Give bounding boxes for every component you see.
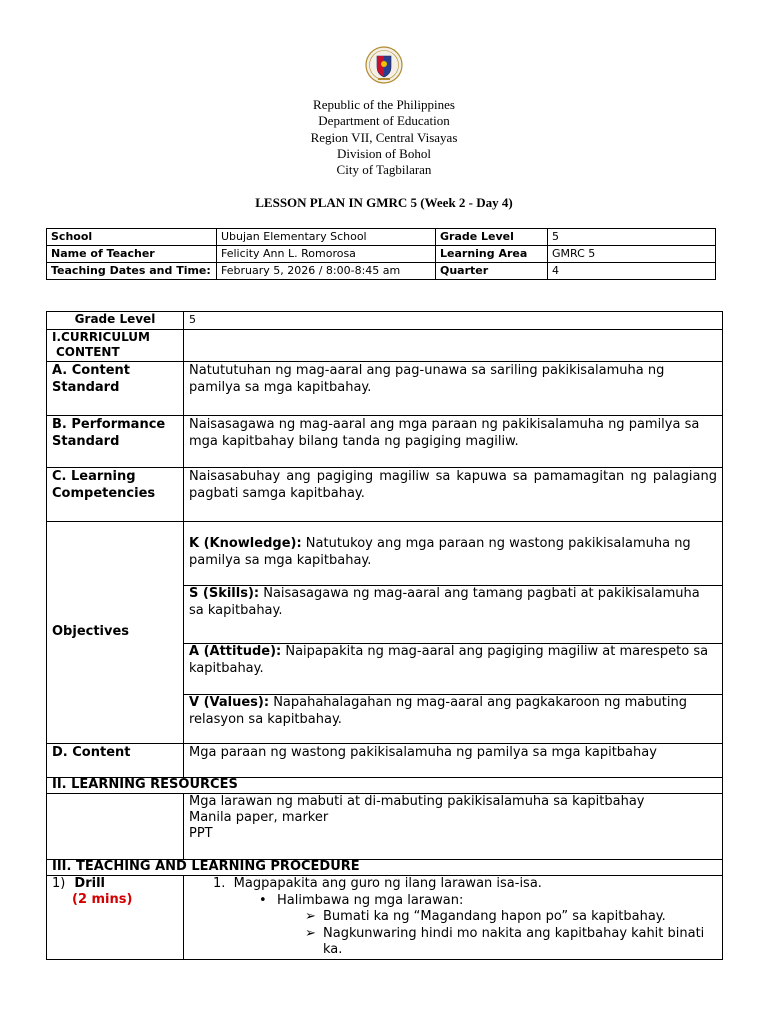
lesson-plan-title: LESSON PLAN IN GMRC 5 (Week 2 - Day 4) — [255, 195, 513, 210]
performance-standard-text: Naisasagawa ng mag-aaral ang mga paraan ng pakikisalamuha ng pamilya sa mga kapitbahay bilang tanda ng pagiging magiliw. — [184, 416, 723, 468]
drill-number: 1) — [52, 876, 66, 891]
d-content-label: D. Content — [47, 744, 184, 778]
objectives-row — [47, 522, 723, 744]
dates-value: February 5, 2026 / 8:00-8:45 am — [217, 263, 436, 280]
procedure-heading: III. TEACHING AND LEARNING PROCEDURE — [47, 860, 723, 876]
header-city: City of Tagbilaran — [336, 162, 432, 178]
school-label: School — [47, 229, 217, 246]
d-content-text: Mga paraan ng wastong pakikisalamuha ng pamilya sa mga kapitbahay — [184, 744, 723, 778]
quarter-label: Quarter — [436, 263, 548, 280]
objectives-cell — [184, 522, 723, 744]
objective-knowledge — [184, 522, 722, 586]
document-header — [0, 97, 768, 178]
competencies-label: C. Learning Competencies — [47, 468, 184, 522]
values-text: Napahahalagahan ng mag-aaral ang pagkakaroon ng mabuting relasyon sa kapitbahay. — [189, 695, 687, 727]
content-standard-label: A. Content Standard — [47, 362, 184, 416]
info-row — [47, 246, 716, 263]
resource-item: Mga larawan ng mabuti at di-mabuting pakikisalamuha sa kapitbahay — [189, 794, 645, 809]
objective-values — [184, 695, 722, 743]
drill-step-text: Magpapakita ang guro ng ilang larawan isa-isa. — [233, 876, 542, 891]
knowledge-text: Natutukoy ang mga paraan ng wastong pakikisalamuha ng pamilya sa mga kapitbahay. — [189, 536, 691, 568]
resources-list — [184, 794, 723, 860]
drill-step — [189, 876, 717, 893]
grade-row — [47, 312, 723, 330]
curriculum-content-label — [47, 330, 184, 362]
drill-example — [207, 926, 717, 959]
header-division: Division of Bohol — [337, 145, 431, 161]
learning-area-label: Learning Area — [436, 246, 548, 263]
plan-grade-label: Grade Level — [47, 312, 184, 330]
knowledge-label: K (Knowledge): — [189, 536, 302, 551]
objectives-label: Objectives — [47, 522, 184, 744]
values-label: V (Values): — [189, 695, 270, 710]
curriculum-row — [47, 330, 723, 362]
drill-example — [207, 909, 717, 926]
procedure-heading-row — [47, 860, 723, 876]
plan-grade-value: 5 — [184, 312, 723, 330]
arrow-bullet-icon: ➢ — [305, 925, 316, 941]
grade-level-label: Grade Level — [436, 229, 548, 246]
drill-example-text: Nagkunwaring hindi mo nakita ang kapitbahay kahit binati ka. — [323, 925, 705, 957]
curriculum-label-line1: I.CURRICULUM — [52, 330, 150, 344]
curriculum-label-line2: CONTENT — [56, 345, 120, 359]
arrow-bullet-icon: ➢ — [305, 909, 316, 924]
d-content-row — [47, 744, 723, 778]
drill-row — [47, 876, 723, 960]
skills-label: S (Skills): — [189, 586, 260, 601]
attitude-text: Naipapakita ng mag-aaral ang pagiging magiliw at marespeto sa kapitbahay. — [189, 644, 709, 676]
resources-heading: II. LEARNING RESOURCES — [47, 778, 723, 794]
objective-skills — [184, 586, 722, 644]
learning-area-value: GMRC 5 — [548, 246, 716, 263]
resource-item: Manila paper, marker — [189, 810, 329, 825]
school-value: Ubujan Elementary School — [217, 229, 436, 246]
resources-label-cell — [47, 794, 184, 860]
attitude-label: A (Attitude): — [189, 644, 282, 659]
content-standard-row — [47, 362, 723, 416]
header-republic: Republic of the Philippines — [313, 97, 455, 112]
drill-step-number: 1. — [213, 876, 226, 891]
performance-standard-label: B. Performance Standard — [47, 416, 184, 468]
resource-item: PPT — [189, 826, 213, 841]
drill-example-text: Bumati ka ng “Magandang hapon po” sa kapitbahay. — [323, 909, 666, 924]
drill-heading — [52, 876, 178, 892]
teacher-label: Name of Teacher — [47, 246, 217, 263]
curriculum-content-cell — [184, 330, 723, 362]
competencies-row — [47, 468, 723, 522]
skills-text: Naisasagawa ng mag-aaral ang tamang pagbati at pakikisalamuha sa kapitbahay. — [189, 586, 700, 618]
performance-standard-row — [47, 416, 723, 468]
bullet-icon: • — [259, 892, 267, 908]
drill-sub-item — [189, 893, 717, 910]
quarter-value: 4 — [548, 263, 716, 280]
objective-attitude — [184, 644, 722, 695]
resources-row — [47, 794, 723, 860]
drill-time: (2 mins) — [72, 892, 133, 907]
drill-content — [184, 876, 723, 960]
resources-heading-row — [47, 778, 723, 794]
lesson-info-table — [46, 228, 716, 280]
competencies-text: Naisasabuhay ang pagiging magiliw sa kapuwa sa pamamagitan ng palagiang pagbati samga kapitbahay. — [184, 468, 723, 522]
header-region: Region VII, Central Visayas — [310, 129, 458, 145]
teacher-value: Felicity Ann L. Romorosa — [217, 246, 436, 263]
drill-sub-text: Halimbawa ng mga larawan: — [277, 892, 464, 908]
info-row — [47, 229, 716, 246]
drill-label-cell — [47, 876, 184, 960]
info-row — [47, 263, 716, 280]
drill-label: Drill — [74, 876, 105, 891]
lesson-plan-table — [46, 311, 723, 960]
dates-label: Teaching Dates and Time: — [47, 263, 217, 280]
deped-seal-logo — [365, 45, 403, 85]
grade-level-value: 5 — [548, 229, 716, 246]
content-standard-text: Natututuhan ng mag-aaral ang pag-unawa sa sariling pakikisalamuha ng pamilya sa mga kapitbahay. — [184, 362, 723, 416]
header-department: Department of Education — [318, 113, 450, 129]
